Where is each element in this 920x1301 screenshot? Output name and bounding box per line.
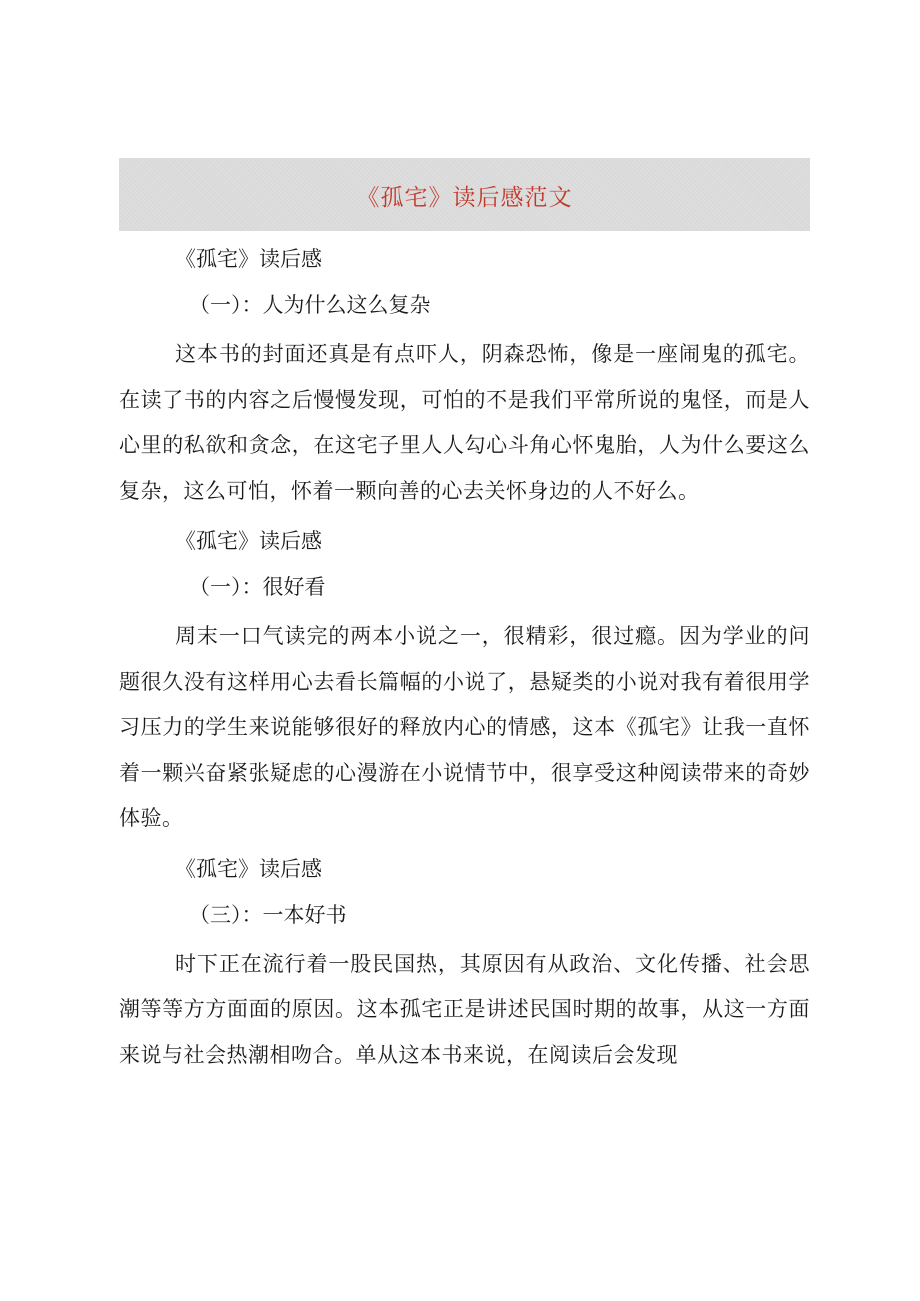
section-subheading: （一）：很好看: [189, 575, 326, 599]
section-paragraph: 周末一口气读完的两本小说之一，很精彩，很过瘾。因为学业的问题很久没有这样用心去看长篇幅的小说了，悬疑类的小说对我有着很用学习压力的学生来说能够很好的释放内心的情感，这本《孤宅》让我一直怀着一颗兴奋紧张疑虑的心漫游在小说情节中，很享受这种阅读带来的奇妙体验。: [119, 624, 810, 830]
section-heading: 《孤宅》读后感: [175, 247, 322, 271]
document-body: [119, 240, 810, 1086]
section-heading: 《孤宅》读后感: [175, 529, 322, 553]
section-heading: 《孤宅》读后感: [175, 856, 322, 881]
document-title: 《孤宅》读后感范文: [356, 185, 573, 211]
section-subheading: （三）：一本好书: [189, 902, 347, 927]
title-banner: [119, 158, 810, 231]
section-paragraph: 时下正在流行着一股民国热，其原因有从政治、文化传播、社会思潮等等方方面面的原因。这本孤宅正是讲述民国时期的故事，从这一方面来说与社会热潮相吻合。单从这本书来说，在阅读后会发现: [119, 951, 810, 1067]
section-subheading: （一）：人为什么这么复杂: [189, 293, 431, 317]
section-paragraph: 这本书的封面还真是有点吓人，阴森恐怖，像是一座闹鬼的孤宅。在读了书的内容之后慢慢发现，可怕的不是我们平常所说的鬼怪，而是人心里的私欲和贪念，在这宅子里人人勾心斗角心怀鬼胎，人为什么要这么复杂，这么可怕，怀着一颗向善的心去关怀身边的人不好么。: [119, 342, 810, 503]
